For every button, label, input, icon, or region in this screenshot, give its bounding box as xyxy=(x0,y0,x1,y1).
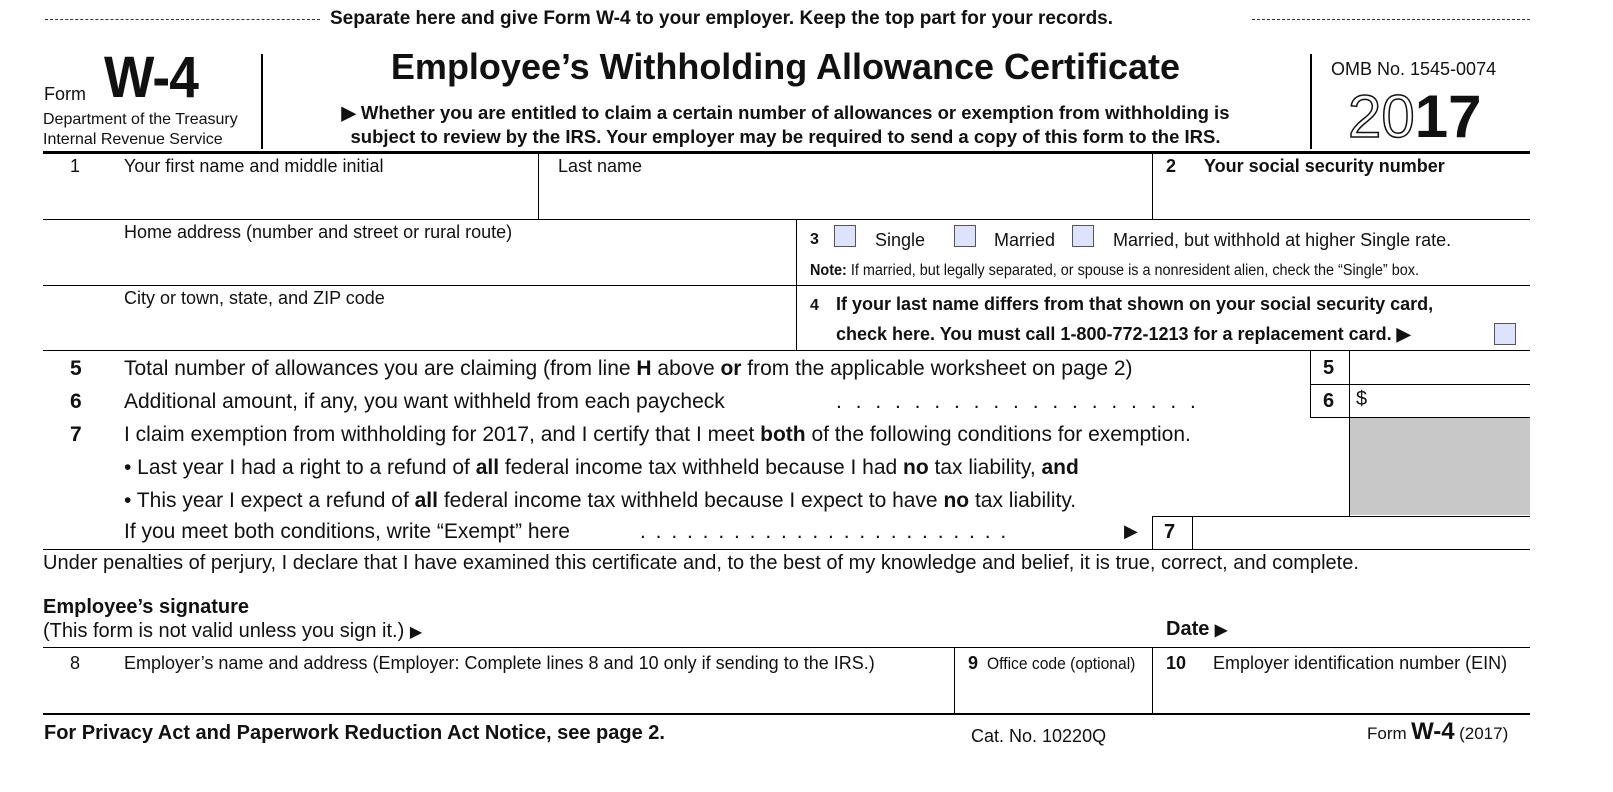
city-state-zip-input[interactable] xyxy=(44,313,799,352)
ssn-label: Your social security number xyxy=(1204,156,1445,176)
city-label: City or town, state, and ZIP code xyxy=(124,288,385,308)
line5-number: 5 xyxy=(70,357,82,380)
additional-amount-input[interactable] xyxy=(1350,385,1529,417)
allowances-input[interactable] xyxy=(1350,351,1533,386)
privacy-notice: For Privacy Act and Paperwork Reduction Act Notice, see page 2. xyxy=(44,722,665,744)
name-differs-checkbox[interactable] xyxy=(1494,323,1516,345)
box7-left-divider xyxy=(1152,516,1153,549)
omb-number: OMB No. 1545-0074 xyxy=(1331,59,1497,79)
exempt-input[interactable] xyxy=(1193,517,1533,551)
form-number: W-4 xyxy=(104,45,198,110)
ssn-input[interactable] xyxy=(1153,181,1533,220)
form-word: Form xyxy=(44,84,86,104)
footer-top-rule xyxy=(43,713,1530,715)
line10-number: 10 xyxy=(1166,653,1187,673)
line7-bullet-1: • Last year I had a right to a refund of all federal income tax withheld because I had no tax liability, and xyxy=(124,456,1079,479)
line8-number: 8 xyxy=(70,653,81,673)
ein-input[interactable] xyxy=(1153,677,1533,714)
catalog-number: Cat. No. 10220Q xyxy=(971,726,1107,746)
office-code-input[interactable] xyxy=(955,677,1155,714)
box5-number: 5 xyxy=(1323,357,1335,379)
line7-leader-dots: . . . . . . . . . . . . . . . . . . . . . . . . xyxy=(640,520,1007,543)
line4-text-a: If your last name differs from that shown on your social security card, xyxy=(836,294,1434,314)
married-label: Married xyxy=(994,230,1056,250)
box7-number: 7 xyxy=(1164,521,1176,543)
last-name-label: Last name xyxy=(558,156,643,176)
line3-number: 3 xyxy=(810,231,819,248)
date-label: Date ▶ xyxy=(1166,618,1228,640)
divider-first-last xyxy=(538,154,539,219)
arrow-icon: ▶ xyxy=(409,624,423,641)
arrow-icon: ▶ xyxy=(341,102,361,123)
form-subtitle: ▶ Whether you are entitled to claim a certain number of allowances or exemption from withholding is subject to review by the IRS. Your employer may be required to send a copy of this form to the IRS. xyxy=(341,102,1230,147)
arrow-icon: ▶ xyxy=(1396,324,1411,344)
tax-year: 2017 xyxy=(1348,83,1482,150)
line1-number: 1 xyxy=(70,156,81,176)
employer-name-label: Employer’s name and address (Employer: Complete lines 8 and 10 only if sending to the IRS.) xyxy=(124,653,875,673)
row1-bottom-rule xyxy=(43,219,1530,220)
exempt-text: If you meet both conditions, write “Exempt” here xyxy=(124,520,570,543)
arrow-icon: ▶ xyxy=(1214,622,1228,639)
line4-number: 4 xyxy=(810,297,819,314)
separator-text: Separate here and give Form W-4 to your employer. Keep the top part for your records. xyxy=(330,8,1114,29)
separator-dashes-right xyxy=(1252,19,1530,20)
employer-name-input[interactable] xyxy=(44,677,957,714)
line9-number: 9 xyxy=(968,653,979,673)
signature-note: (This form is not valid unless you sign it.) ▶ xyxy=(43,620,423,642)
office-code-label: Office code (optional) xyxy=(987,654,1136,673)
line5-text: Total number of allowances you are claiming (from line H above or from the applicable worksheet on page 2) xyxy=(124,357,1133,380)
home-address-input[interactable] xyxy=(44,247,799,286)
header-bottom-rule xyxy=(43,151,1530,154)
form-title: Employee’s Withholding Allowance Certificate xyxy=(390,46,1181,87)
filing-status-note: Note: If married, but legally separated, or spouse is a nonresident alien, check the “Single” box. xyxy=(810,262,1419,279)
divider-8-9 xyxy=(954,648,955,713)
irs-line: Internal Revenue Service xyxy=(43,131,223,148)
first-name-label: Your first name and middle initial xyxy=(124,156,384,176)
line7-number: 7 xyxy=(70,423,82,446)
divider-last-ssn xyxy=(1152,154,1153,219)
married-checkbox[interactable] xyxy=(954,225,976,247)
signature-field[interactable] xyxy=(480,600,1140,645)
divider-9-10 xyxy=(1152,648,1153,713)
line7-bottom-rule xyxy=(43,549,1530,550)
married-higher-rate-label: Married, but withhold at higher Single rate. xyxy=(1113,230,1452,250)
single-checkbox[interactable] xyxy=(834,225,856,247)
header-divider-right xyxy=(1310,54,1312,149)
row4-bottom-rule xyxy=(43,350,1530,351)
row3-bottom-rule xyxy=(43,285,1530,286)
ein-label: Employer identification number (EIN) xyxy=(1213,653,1508,673)
line2-number: 2 xyxy=(1166,156,1177,176)
shaded-block xyxy=(1350,418,1530,515)
signature-label: Employee’s signature xyxy=(43,596,249,618)
line7-bullet-2: • This year I expect a refund of all federal income tax withheld because I expect to have no tax liability. xyxy=(124,489,1077,512)
signature-bottom-rule xyxy=(43,647,1530,648)
single-label: Single xyxy=(875,230,926,250)
arrow-icon: ▶ xyxy=(1124,521,1138,541)
line6-text: Additional amount, if any, you want withheld from each paycheck xyxy=(124,390,725,413)
box6-number: 6 xyxy=(1323,390,1335,412)
line4-text-b: check here. You must call 1-800-772-1213 for a replacement card. ▶ xyxy=(836,324,1411,344)
married-higher-rate-checkbox[interactable] xyxy=(1072,225,1094,247)
perjury-statement: Under penalties of perjury, I declare that I have examined this certificate and, to the best of my knowledge and belief, it is true, correct, and complete. xyxy=(43,552,1359,574)
line7-text: I claim exemption from withholding for 2017, and I certify that I meet both of the following conditions for exemption. xyxy=(124,423,1191,446)
last-name-input[interactable] xyxy=(539,181,1155,220)
separator-dashes-left xyxy=(45,19,320,20)
currency-symbol: $ xyxy=(1356,388,1368,410)
line6-leader-dots: . . . . . . . . . . . . . . . . . . . xyxy=(836,390,1196,413)
first-name-input[interactable] xyxy=(44,181,541,220)
home-address-label: Home address (number and street or rural route) xyxy=(124,222,513,242)
line6-number: 6 xyxy=(70,390,82,413)
department-line: Department of the Treasury xyxy=(43,111,238,128)
footer-form-id: Form W-4 (2017) xyxy=(1367,718,1509,745)
date-field[interactable] xyxy=(1250,600,1528,645)
